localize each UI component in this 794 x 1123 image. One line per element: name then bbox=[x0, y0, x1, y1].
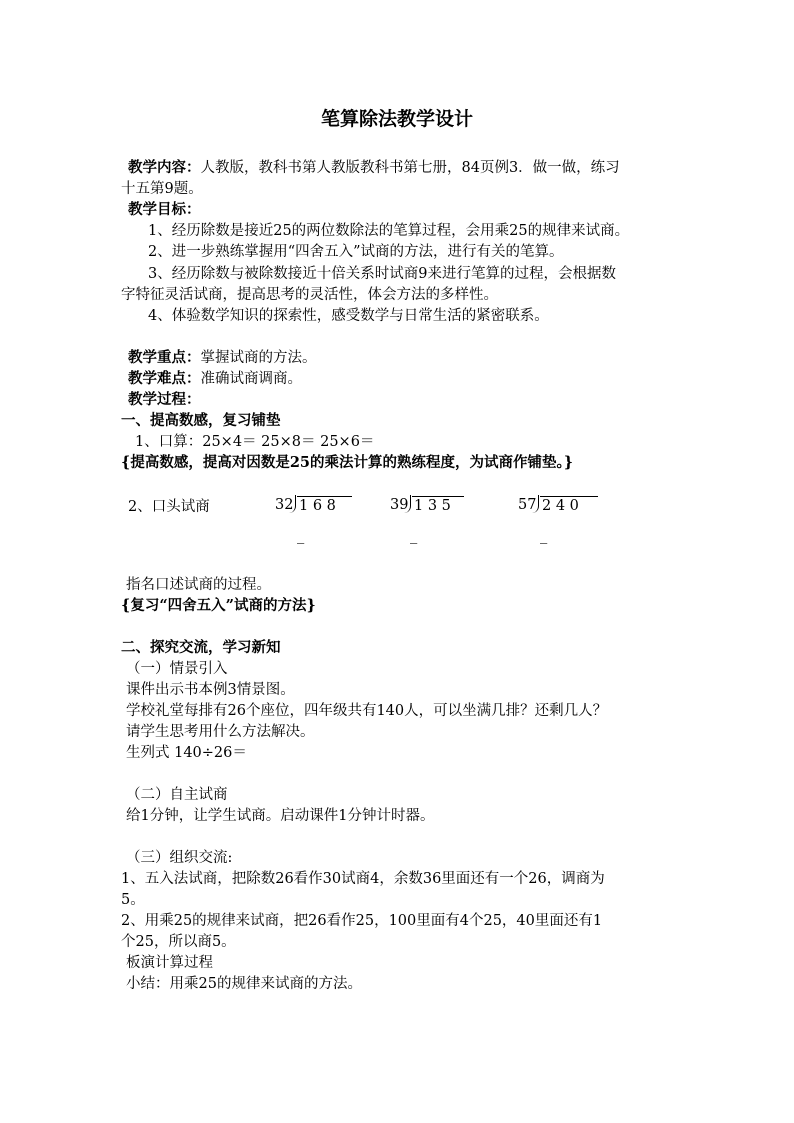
dividend: 1 6 8 bbox=[299, 498, 336, 514]
subsection-1-line-3: 请学生思考用什么方法解决。 bbox=[126, 724, 315, 740]
divisor: 39 bbox=[390, 497, 409, 513]
key-point-line bbox=[128, 348, 317, 368]
goal-item-3b: 字特征灵活试商，提高思考的灵活性，体会方法的多样性。 bbox=[121, 287, 498, 303]
division-bracket bbox=[404, 495, 411, 513]
content-line-1 bbox=[128, 158, 620, 178]
page-title: 笔算除法教学设计 bbox=[320, 108, 473, 130]
goal-item-2: 2、进一步熟练掌握用“四舍五入”试商的方法，进行有关的笔算。 bbox=[148, 244, 564, 260]
divisor: 57 bbox=[518, 497, 537, 513]
subsection-2-title: （二）自主试商 bbox=[126, 787, 228, 803]
oral-trial-label: 2、口头试商 bbox=[128, 499, 210, 515]
division-bracket bbox=[532, 495, 539, 513]
answer-dash-3: _ bbox=[540, 528, 548, 544]
long-division-1 bbox=[275, 495, 355, 517]
describe-process: 指名口述试商的过程。 bbox=[126, 577, 271, 593]
subsection-2-line-1: 给1分钟，让学生试商。启动课件1分钟计时器。 bbox=[126, 808, 435, 824]
subsection-1-line-2: 学校礼堂每排有26个座位，四年级共有140人，可以坐满几排？还剩几人？ bbox=[126, 703, 608, 719]
difficulty-text: 准确试商调商。 bbox=[200, 371, 302, 387]
section-2-title: 二、探究交流，学习新知 bbox=[121, 639, 281, 656]
note-2: {复习“四舍五入”试商的方法} bbox=[121, 597, 316, 614]
divisor: 32 bbox=[275, 497, 294, 513]
subsection-3-title: （三）组织交流: bbox=[126, 850, 233, 866]
key-point-text: 掌握试商的方法。 bbox=[200, 350, 317, 366]
content-text-1: 人教版，教科书第人教版教科书第七册，84页例3．做一做，练习 bbox=[200, 160, 620, 176]
note-1: {提高数感，提高对因数是25的乘法计算的熟练程度，为试商作铺垫。} bbox=[121, 454, 574, 471]
goal-item-4: 4、体验数学知识的探索性，感受数学与日常生活的紧密联系。 bbox=[148, 308, 549, 324]
subsection-3-line-1b: 5。 bbox=[121, 892, 145, 908]
goal-item-3a: 3、经历除数与被除数接近十倍关系时试商9来进行笔算的过程，会根据数 bbox=[148, 266, 616, 282]
section-1-title: 一、提高数感，复习铺垫 bbox=[121, 412, 281, 429]
long-division-3 bbox=[518, 495, 600, 517]
difficulty-line bbox=[128, 369, 302, 389]
answer-dash-2: _ bbox=[410, 528, 418, 544]
content-label: 教学内容： bbox=[128, 159, 201, 176]
division-bracket bbox=[289, 495, 296, 513]
subsection-1-line-1: 课件出示书本例3情景图。 bbox=[126, 682, 295, 698]
answer-dash-1: _ bbox=[297, 528, 305, 544]
long-division-2 bbox=[390, 495, 470, 517]
goal-item-1: 1、经历除数是接近25的两位数除法的笔算过程，会用乘25的规律来试商。 bbox=[148, 223, 630, 239]
subsection-1-line-4: 生列式 140÷26＝ bbox=[126, 745, 247, 761]
oral-calculation: 1、口算：25×4＝ 25×8＝ 25×6＝ bbox=[135, 434, 375, 450]
goals-heading: 教学目标： bbox=[128, 201, 201, 218]
summary: 小结：用乘25的规律来试商的方法。 bbox=[126, 976, 362, 992]
subsection-1-title: （一）情景引入 bbox=[126, 661, 228, 677]
subsection-3-line-2b: 个25，所以商5。 bbox=[121, 934, 236, 950]
dividend: 2 4 0 bbox=[542, 498, 579, 514]
board-calculation: 板演计算过程 bbox=[126, 955, 213, 971]
subsection-3-line-2a: 2、用乘25的规律来试商，把26看作25，100里面有4个25，40里面还有1 bbox=[121, 913, 603, 929]
dividend: 1 3 5 bbox=[414, 498, 451, 514]
content-text-2: 十五第9题。 bbox=[121, 181, 203, 197]
key-point-label: 教学重点： bbox=[128, 349, 201, 366]
process-heading: 教学过程： bbox=[128, 391, 201, 408]
subsection-3-line-1a: 1、五入法试商，把除数26看作30试商4，余数36里面还有一个26，调商为 bbox=[121, 871, 605, 887]
difficulty-label: 教学难点： bbox=[128, 370, 201, 387]
